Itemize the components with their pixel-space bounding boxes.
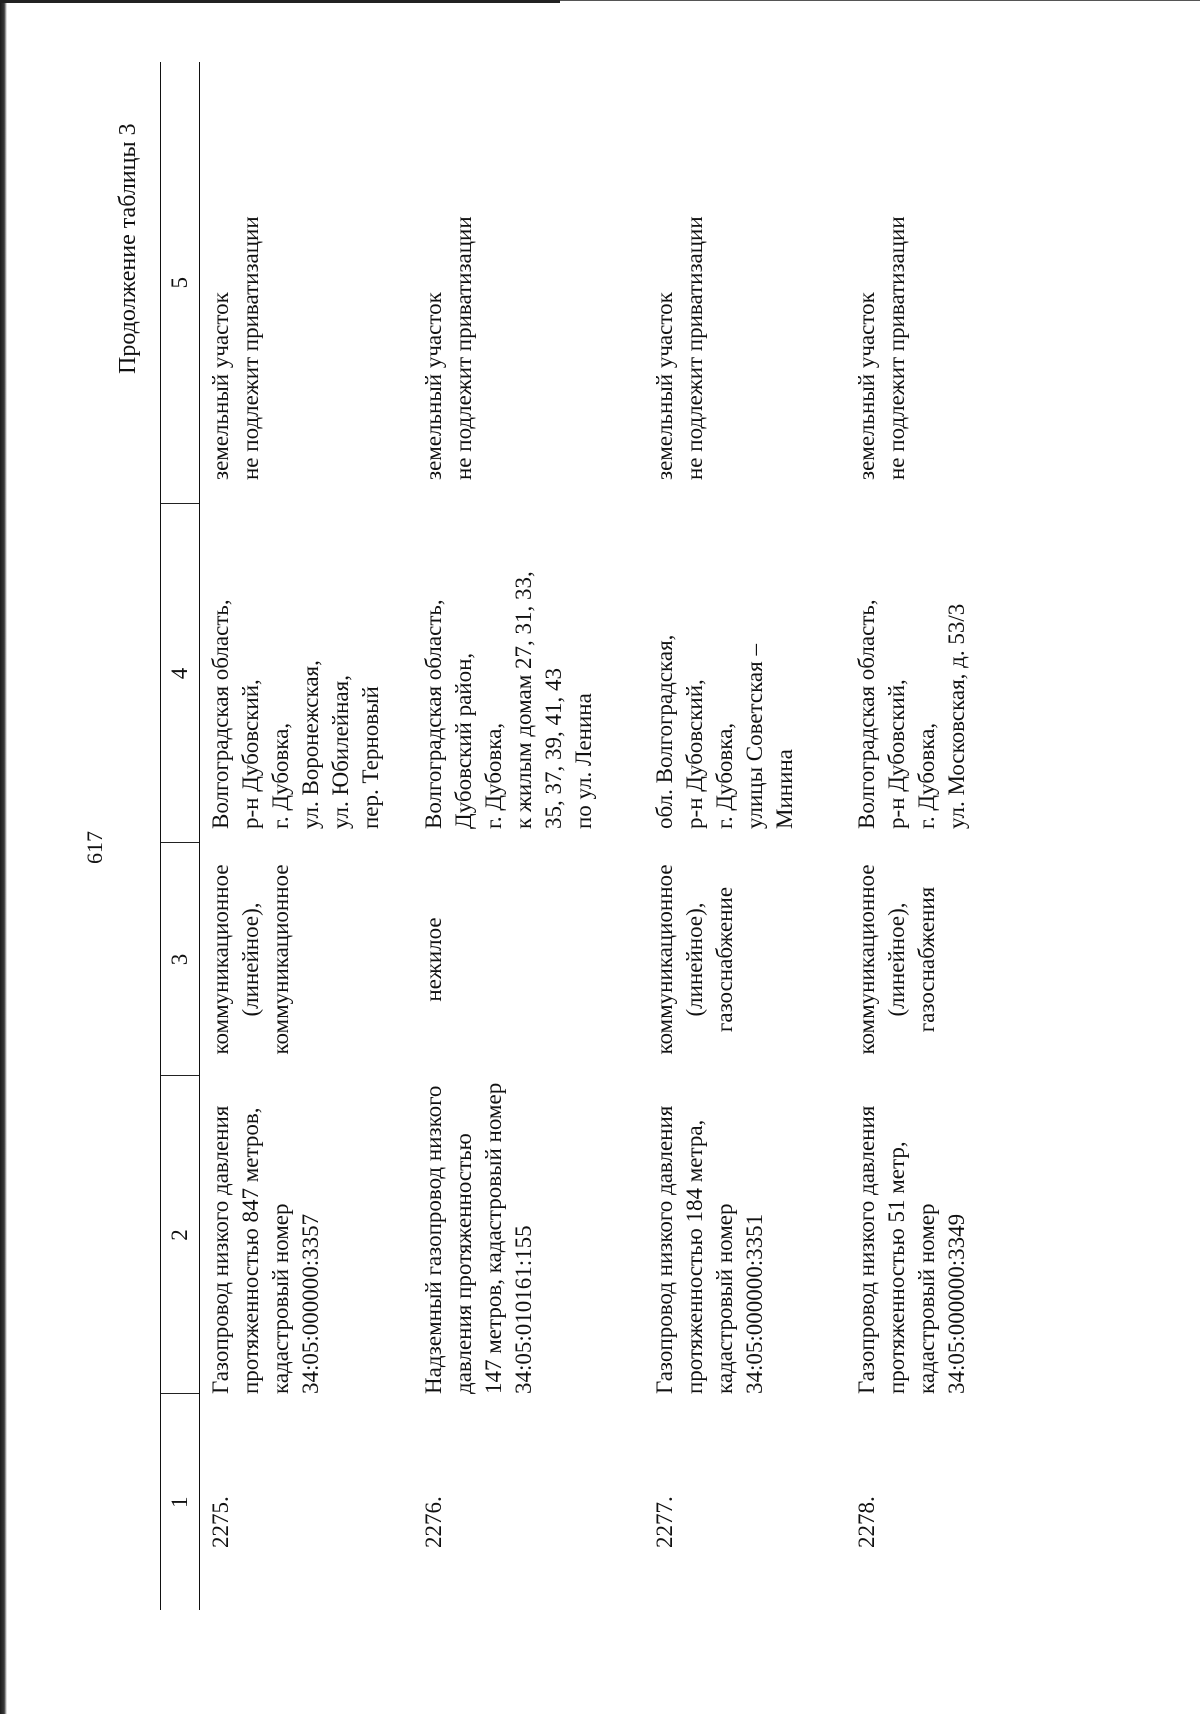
property-table <box>160 62 982 1610</box>
object-address: Волгоградская область, Дубовский район, г. Дубовка, к жилым домам 27, 31, 33, 35, 37, 39, 41, 43 по ул. Ленина <box>421 571 596 829</box>
table-row <box>846 62 982 1610</box>
header-col-2: 2 <box>161 1076 200 1394</box>
table-row <box>644 62 846 1610</box>
table-caption: Продолжение таблицы 3 <box>115 123 141 374</box>
table-header <box>161 62 200 1610</box>
land-note: земельный участок не подлежит приватизации <box>652 216 707 480</box>
object-name: Газопровод низкого давления протяженностью 51 метр, кадастровый номер 34:05:000000:3349 <box>854 1105 969 1394</box>
header-col-5: 5 <box>161 62 200 504</box>
row-number: 2276. <box>421 1496 446 1548</box>
row-number: 2277. <box>652 1496 677 1548</box>
land-note: земельный участок не подлежит приватизации <box>854 216 909 480</box>
object-address: Волгоградская область, р-н Дубовский, г. Дубовка, ул. Московская, д. 53/3 <box>854 599 969 829</box>
land-note: земельный участок не подлежит приватизации <box>421 216 476 480</box>
header-row <box>161 62 200 1610</box>
header-col-1: 1 <box>161 1394 200 1610</box>
object-address: Волгоградская область, р-н Дубовский, г. Дубовка, ул. Воронежская, ул. Юбилейная, пер. Терновый <box>208 599 383 829</box>
page-number: 617 <box>82 831 107 864</box>
row-number: 2278. <box>854 1496 879 1548</box>
table-row <box>200 62 414 1610</box>
land-note: земельный участок не подлежит приватизации <box>208 216 263 480</box>
object-purpose: коммуникационное (линейное), газоснабжение <box>652 864 737 1055</box>
table-body <box>200 62 983 1610</box>
header-col-4: 4 <box>161 504 200 843</box>
object-purpose: коммуникационное (линейное), газоснабжения <box>854 864 939 1055</box>
table-row <box>413 62 644 1610</box>
object-purpose: коммуникационное (линейное), коммуникационное <box>208 864 293 1055</box>
object-purpose: нежилое <box>421 917 446 1002</box>
row-number: 2275. <box>208 1496 233 1548</box>
object-address: обл. Волгоградская, р-н Дубовский, г. Дубовка, улицы Советская – Минина <box>652 634 797 829</box>
object-name: Газопровод низкого давления протяженностью 847 метров, кадастровый номер 34:05:000000:3357 <box>208 1105 323 1394</box>
header-col-3: 3 <box>161 843 200 1076</box>
object-name: Газопровод низкого давления протяженностью 184 метра, кадастровый номер 34:05:000000:3351 <box>652 1105 767 1394</box>
object-name: Надземный газопровод низкого давления протяженностью 147 метров, кадастровый номер 34:05:010161:155 <box>421 1082 536 1394</box>
